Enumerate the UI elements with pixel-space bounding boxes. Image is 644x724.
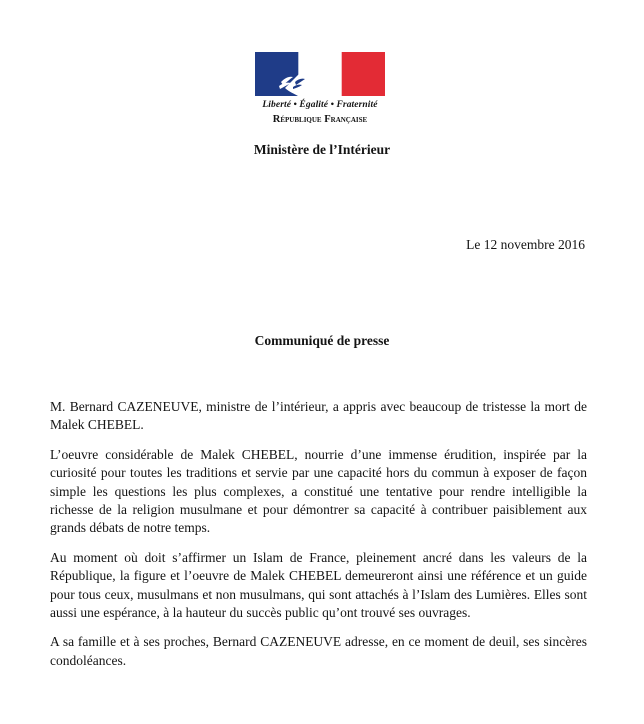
paragraph: Au moment où doit s’affirmer un Islam de France, pleinement ancré dans les valeurs de la République, la figure et l’oeuvre de Malek CHEBEL demeureront ainsi une référence et un guide pour tous ceux, musulmans et non musulmans, qui sont attachés à l’Islam des Lumières. Elles sont aussi une espérance, à la hauteur du succès public qu’ont trouvé ses ouvrages.: [50, 549, 587, 621]
paragraph: A sa famille et à ses proches, Bernard CAZENEUVE adresse, en ce moment de deuil, ses sincères condoléances.: [50, 634, 587, 668]
paragraph: M. Bernard CAZENEUVE, ministre de l’intérieur, a appris avec beaucoup de tristesse la mort de Malek CHEBEL.: [50, 399, 587, 433]
press-release-date: Le 12 novembre 2016: [466, 237, 585, 252]
paragraph: L’oeuvre considérable de Malek CHEBEL, nourrie d’une immense érudition, inspirée par la curiosité pour toutes les traditions et servie par une capacité hors du commun à exposer de façon simple les questions les plus complexes, a constitué une tentative pour rendre intelligible la richesse de la religion musulmane et pour démontrer sa capacité à contribuer paisiblement aux grands débats de notre temps.: [50, 446, 587, 536]
press-release-body: [50, 398, 587, 681]
republique-francaise-title: République Française: [272, 114, 368, 125]
motto: Liberté • Égalité • Fraternité: [262, 100, 378, 110]
republique-francaise-logo: [255, 52, 385, 130]
ministry-name: Ministère de l’Intérieur: [253, 142, 391, 157]
press-release-title: Communiqué de presse: [254, 333, 390, 348]
marianne-flag-icon: [255, 52, 385, 96]
